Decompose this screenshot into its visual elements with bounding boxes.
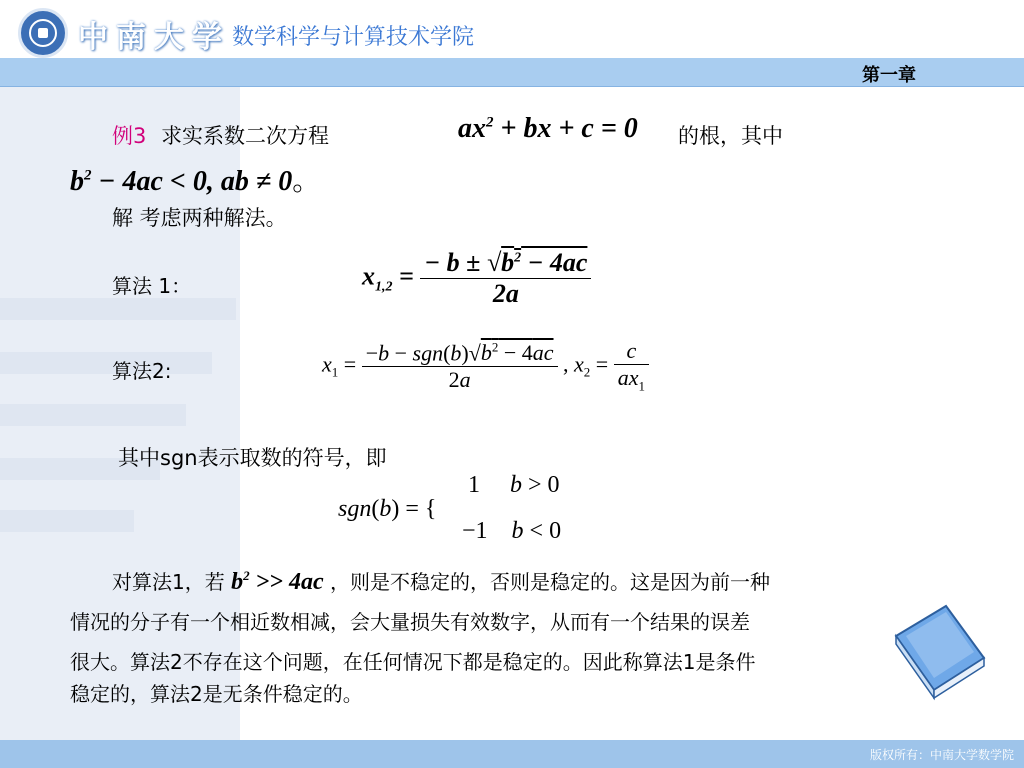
algorithm1-formula: $x_{1,2}$ = $\frac{- b \pm √b^2 - 4ac}{2a}$ [362,248,591,309]
conclusion-line2: 情况的分子有一个相近数相减，会大量损失有效数字，从而有一个结果的误差 [70,610,750,634]
algorithm2-formula: $x_1$ = $\frac{-b - sgn(b)√b^2 - 4ac}{2a}$ , $x_2$ = $\frac{c}{ax_1}$ [322,338,649,394]
copyright-text: 版权所有：中南大学数学院 [869,748,1014,762]
condition-formula: $b^2 - 4ac < 0$, ab ≠ 0。 [70,166,321,197]
sgn-definition: sgn(b) = { [338,496,437,522]
conclusion-line4: 稳定的，算法2是无条件稳定的。 [70,682,363,706]
conclusion-line3: 很大。算法2不存在这个问题，在任何情况下都是稳定的。因此称算法1是条件 [70,650,756,674]
sgn-case-negative: −1 b < 0 [462,518,562,544]
sgn-case-positive: 1 b > 0 [468,472,560,498]
algorithm2-label: 算法2: [112,359,172,383]
university-name: 中南大学 [78,20,230,55]
university-logo-icon [18,8,68,58]
background-stripe [0,404,186,426]
algorithm1-label: 算法 1： [112,274,192,298]
chapter-label: 第一章 [862,65,916,86]
quadratic-equation: $ax^2$ + bx + c = 0 [458,113,638,144]
solution-intro: 解 考虑两种解法。 [112,206,287,230]
school-name: 数学科学与计算技术学院 [232,25,475,50]
background-stripe [0,298,236,320]
problem-statement: 例3 求实系数二次方程 [112,124,330,148]
book-icon [888,586,988,706]
sgn-intro: 其中sgn表示取数的符号，即 [118,446,387,470]
background-stripe [0,352,212,374]
conclusion-line1: 对算法1，若 $b^2 >> 4ac$ ，则是不稳定的，否则是稳定的。这是因为前一种 [112,568,770,595]
background-stripe [0,510,134,532]
example-label: 例3 [112,124,147,148]
statement-suffix: 的根，其中 [678,124,783,148]
